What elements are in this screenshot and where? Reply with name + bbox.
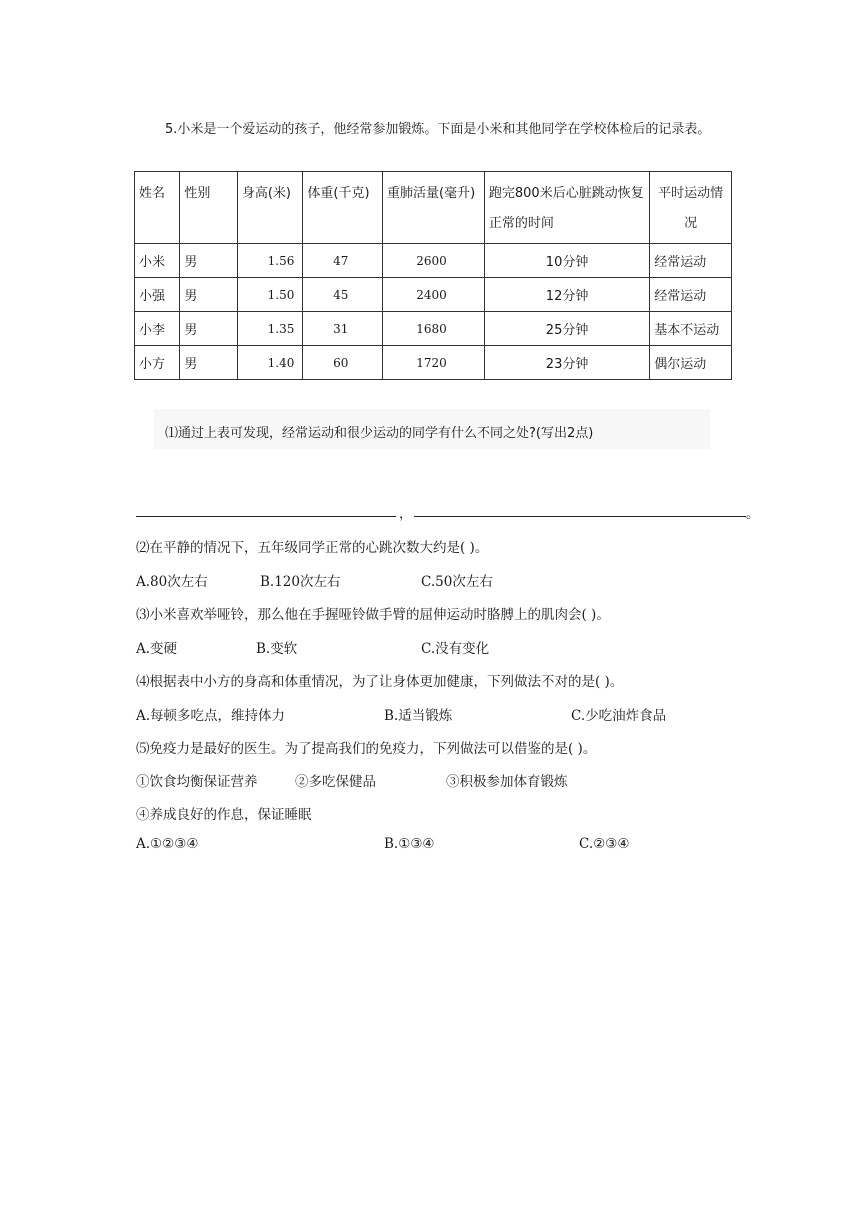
table-header-row <box>135 172 732 244</box>
table-cell: 小米 <box>135 244 180 278</box>
question-4-option-b: B.适当锻炼 <box>384 708 453 724</box>
question-2-option-b: B.120次左右 <box>260 574 341 590</box>
answer-blank-1[interactable] <box>136 516 396 517</box>
table-cell: 小李 <box>135 312 180 346</box>
table-header-cell: 重肺活量(毫升) <box>383 172 485 244</box>
table-cell: 31 <box>303 312 383 346</box>
table-cell: 1680 <box>383 312 485 346</box>
table-cell: 25分钟 <box>484 312 649 346</box>
table-cell: 偶尔运动 <box>650 346 732 380</box>
question-5-option-c: C.②③④ <box>579 836 630 852</box>
table-cell: 1720 <box>383 346 485 380</box>
answer-separator: ， <box>399 506 413 522</box>
table-row <box>135 346 732 380</box>
table-cell: 男 <box>180 346 237 380</box>
question-3-text: ⑶小米喜欢举哑铃，那么他在手握哑铃做手臂的屈伸运动时胳膊上的肌肉会( )。 <box>136 607 610 623</box>
table-row <box>135 278 732 312</box>
question-3-option-c: C.没有变化 <box>421 641 490 657</box>
table-cell: 10分钟 <box>484 244 649 278</box>
question-2-option-a: A.80次左右 <box>136 574 208 590</box>
question-4-text: ⑷根据表中小方的身高和体重情况，为了让身体更加健康，下列做法不对的是( )。 <box>136 674 624 690</box>
table-cell: 23分钟 <box>484 346 649 380</box>
table-cell: 2600 <box>383 244 485 278</box>
question-4-option-a: A.每顿多吃点，维持体力 <box>136 708 286 724</box>
table-cell: 12分钟 <box>484 278 649 312</box>
question-5-item-4: ④养成良好的作息，保证睡眠 <box>136 807 312 823</box>
table-header-cell: 体重(千克) <box>303 172 383 244</box>
question-5-item-3: ③积极参加体育锻炼 <box>446 774 568 790</box>
table-row <box>135 312 732 346</box>
table-header-cell: 性别 <box>180 172 237 244</box>
table-cell: 男 <box>180 278 237 312</box>
question-3-option-b: B.变软 <box>256 641 298 657</box>
table-header-cell: 身高(米) <box>237 172 303 244</box>
table-cell: 45 <box>303 278 383 312</box>
question-2-option-c: C.50次左右 <box>421 574 493 590</box>
question-3-option-a: A.变硬 <box>136 641 178 657</box>
table-cell: 1.50 <box>237 278 303 312</box>
table-cell: 2400 <box>383 278 485 312</box>
table-header-cell: 平时运动情况 <box>650 172 732 244</box>
table-cell: 小方 <box>135 346 180 380</box>
question-2-text: ⑵在平静的情况下，五年级同学正常的心跳次数大约是( )。 <box>136 540 489 556</box>
answer-end-mark: 。 <box>746 506 760 522</box>
table-cell: 1.40 <box>237 346 303 380</box>
table-cell: 47 <box>303 244 383 278</box>
table-cell: 1.35 <box>237 312 303 346</box>
question-5-option-b: B.①③④ <box>384 836 435 852</box>
table-cell: 1.56 <box>237 244 303 278</box>
question-4-option-c: C.少吃油炸食品 <box>571 708 667 724</box>
table-cell: 基本不运动 <box>650 312 732 346</box>
question-5-intro: 5.小米是一个爱运动的孩子，他经常参加锻炼。下面是小米和其他同学在学校体检后的记录表。 <box>165 122 711 137</box>
answer-blank-2[interactable] <box>414 516 746 517</box>
table-cell: 60 <box>303 346 383 380</box>
table-cell: 小强 <box>135 278 180 312</box>
table-header-cell: 跑完800米后心脏跳动恢复正常的时间 <box>484 172 649 244</box>
question-5-option-a: A.①②③④ <box>136 836 199 852</box>
table-cell: 男 <box>180 312 237 346</box>
table-header-cell: 姓名 <box>135 172 180 244</box>
table-cell: 经常运动 <box>650 278 732 312</box>
table-row <box>135 244 732 278</box>
question-5-item-2: ②多吃保健品 <box>295 774 376 790</box>
record-table <box>134 171 732 380</box>
question-1-text: ⑴通过上表可发现，经常运动和很少运动的同学有什么不同之处?(写出2点) <box>165 426 594 441</box>
table-cell: 经常运动 <box>650 244 732 278</box>
table-cell: 男 <box>180 244 237 278</box>
question-5-text: ⑸免疫力是最好的医生。为了提高我们的免疫力，下列做法可以借鉴的是( )。 <box>136 741 597 757</box>
question-5-item-1: ①饮食均衡保证营养 <box>136 774 258 790</box>
